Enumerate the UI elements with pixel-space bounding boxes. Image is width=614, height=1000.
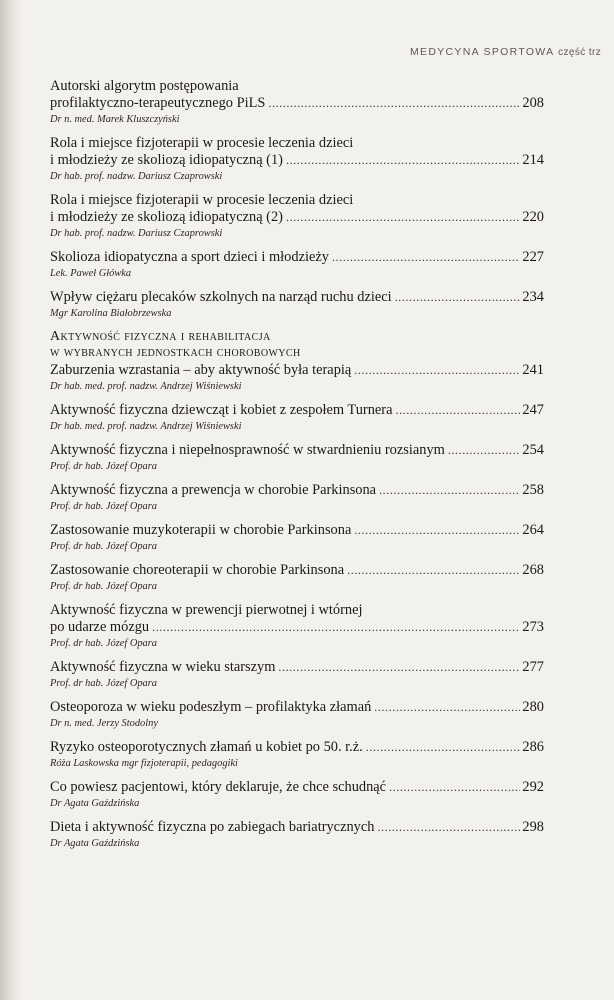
- entry-author: Dr Agata Gaździńska: [50, 838, 140, 849]
- entry-title-row: [50, 249, 544, 266]
- entry-author: Dr hab. med. prof. nadzw. Andrzej Wiśniewski: [50, 381, 242, 392]
- entry-author: Róża Laskowska mgr fizjoterapii, pedagogiki: [50, 758, 238, 769]
- toc-entry: [50, 192, 544, 241]
- toc-entries-section: [50, 362, 544, 851]
- journal-title: MEDYCYNA SPORTOWA: [410, 46, 554, 58]
- entry-title-row: [50, 95, 544, 112]
- dot-leader: [354, 522, 520, 539]
- entry-title: Ryzyko osteoporotycznych złamań u kobiet po 50. r.ż.: [50, 739, 363, 755]
- toc-entry: [50, 289, 544, 321]
- dot-leader: [286, 209, 520, 226]
- page-number: 264: [522, 522, 544, 538]
- page-number: 241: [522, 362, 544, 378]
- dot-leader: [366, 739, 521, 756]
- entry-title-line: Aktywność fizyczna w prewencji pierwotnej i wtórnej: [50, 602, 363, 618]
- entry-author: Dr hab. med. prof. nadzw. Andrzej Wiśniewski: [50, 421, 242, 432]
- toc-entry: [50, 78, 544, 127]
- entry-title-row: [50, 482, 544, 499]
- toc-entry: [50, 562, 544, 594]
- toc-entry: [50, 699, 544, 731]
- toc-entry: [50, 402, 544, 434]
- page-number: 247: [522, 402, 544, 418]
- page-number: 214: [522, 152, 544, 168]
- entry-author: Dr Agata Gaździńska: [50, 798, 140, 809]
- dot-leader: [389, 779, 520, 796]
- entry-title: Aktywność fizyczna a prewencja w chorobie Parkinsona: [50, 482, 377, 498]
- entry-author: Prof. dr hab. Józef Opara: [50, 638, 157, 649]
- entry-author: Prof. dr hab. Józef Opara: [50, 678, 157, 689]
- toc-entry: [50, 362, 544, 394]
- entry-author: Mgr Karolina Białobrzewska: [50, 308, 172, 319]
- entry-author: Dr n. med. Marek Kluszczyński: [50, 114, 180, 125]
- entry-title-row: [50, 819, 544, 836]
- entry-title: Zaburzenia wzrastania – aby aktywność była terapią: [50, 362, 352, 378]
- entry-title-line: Autorski algorytm postępowania: [50, 78, 239, 94]
- entry-title-row: [50, 209, 544, 226]
- toc-entry: [50, 739, 544, 771]
- entry-title: i młodzieży ze skoliozą idiopatyczną (1): [50, 152, 283, 168]
- page-number: 280: [522, 699, 544, 715]
- entry-title-row: [50, 289, 544, 306]
- entry-title: Wpływ ciężaru plecaków szkolnych na narząd ruchu dzieci: [50, 289, 392, 305]
- entry-title-row: [50, 699, 544, 716]
- entry-title-line: Rola i miejsce fizjoterapii w procesie leczenia dzieci: [50, 192, 354, 208]
- entry-title-row: [50, 362, 544, 379]
- entry-title-line: Rola i miejsce fizjoterapii w procesie leczenia dzieci: [50, 135, 354, 151]
- page-number: 286: [522, 739, 544, 755]
- page-number: 273: [522, 619, 544, 635]
- dot-leader: [347, 562, 520, 579]
- dot-leader: [448, 442, 521, 459]
- dot-leader: [395, 402, 520, 419]
- toc-entry: [50, 602, 544, 651]
- dot-leader: [278, 659, 520, 676]
- dot-leader: [332, 249, 520, 266]
- toc-entry: [50, 249, 544, 281]
- entry-title: Zastosowanie muzykoterapii w chorobie Parkinsona: [50, 522, 352, 538]
- page-number: 227: [522, 249, 544, 265]
- entry-title-row: [50, 442, 544, 459]
- dot-leader: [354, 362, 520, 379]
- table-of-contents: [50, 78, 544, 859]
- toc-entry: [50, 659, 544, 691]
- dot-leader: [377, 819, 520, 836]
- toc-entry: [50, 482, 544, 514]
- page-number: 234: [522, 289, 544, 305]
- page-number: 298: [522, 819, 544, 835]
- journal-part: część trz: [558, 47, 602, 58]
- page-number: 268: [522, 562, 544, 578]
- entry-author: Lek. Paweł Główka: [50, 268, 132, 279]
- running-header: [410, 46, 601, 58]
- entry-title-row: [50, 562, 544, 579]
- entry-author: Prof. dr hab. Józef Opara: [50, 501, 157, 512]
- entry-title-row: [50, 779, 544, 796]
- entry-author: Prof. dr hab. Józef Opara: [50, 461, 157, 472]
- entry-title: profilaktyczno-terapeutycznego PiLS: [50, 95, 266, 111]
- entry-title-row: [50, 152, 544, 169]
- entry-title: Osteoporoza w wieku podeszłym – profilaktyka złamań: [50, 699, 372, 715]
- entry-author: Prof. dr hab. Józef Opara: [50, 581, 157, 592]
- entry-author: Prof. dr hab. Józef Opara: [50, 541, 157, 552]
- entry-title: Aktywność fizyczna i niepełnosprawność w stwardnieniu rozsianym: [50, 442, 445, 458]
- entry-title: Co powiesz pacjentowi, który deklaruje, że chce schudnąć: [50, 779, 387, 795]
- entry-title-row: [50, 402, 544, 419]
- dot-leader: [268, 95, 520, 112]
- dot-leader: [152, 619, 520, 636]
- dot-leader: [374, 699, 520, 716]
- section-heading-line-2: w wybranych jednostkach chorobowych: [50, 345, 301, 360]
- toc-entry: [50, 135, 544, 184]
- toc-entry: [50, 522, 544, 554]
- entry-title: Aktywność fizyczna w wieku starszym: [50, 659, 276, 675]
- entry-title: Dieta i aktywność fizyczna po zabiegach bariatrycznych: [50, 819, 375, 835]
- entry-title: Aktywność fizyczna dziewcząt i kobiet z zespołem Turnera: [50, 402, 393, 418]
- toc-entry: [50, 819, 544, 851]
- section-heading: [50, 329, 544, 361]
- entry-title-row: [50, 739, 544, 756]
- entry-title: i młodzieży ze skoliozą idiopatyczną (2): [50, 209, 283, 225]
- toc-entry: [50, 779, 544, 811]
- dot-leader: [286, 152, 520, 169]
- dot-leader: [379, 482, 520, 499]
- dot-leader: [395, 289, 521, 306]
- page-number: 220: [522, 209, 544, 225]
- entry-title-row: [50, 522, 544, 539]
- entry-title: Skolioza idiopatyczna a sport dzieci i młodzieży: [50, 249, 329, 265]
- page-number: 258: [522, 482, 544, 498]
- entry-author: Dr n. med. Jerzy Stodolny: [50, 718, 158, 729]
- entry-title-row: [50, 659, 544, 676]
- page-number: 277: [522, 659, 544, 675]
- entry-author: Dr hab. prof. nadzw. Dariusz Czaprowski: [50, 228, 223, 239]
- entry-title-row: [50, 619, 544, 636]
- entry-title: po udarze mózgu: [50, 619, 150, 635]
- entry-author: Dr hab. prof. nadzw. Dariusz Czaprowski: [50, 171, 223, 182]
- toc-entry: [50, 442, 544, 474]
- section-heading-line-1: Aktywność fizyczna i rehabilitacja: [50, 329, 271, 344]
- page-number: 208: [522, 95, 544, 111]
- page-number: 254: [522, 442, 544, 458]
- entry-title: Zastosowanie choreoterapii w chorobie Parkinsona: [50, 562, 345, 578]
- toc-entries-top: [50, 78, 544, 321]
- page-number: 292: [522, 779, 544, 795]
- page-gutter-shadow: [0, 0, 22, 1000]
